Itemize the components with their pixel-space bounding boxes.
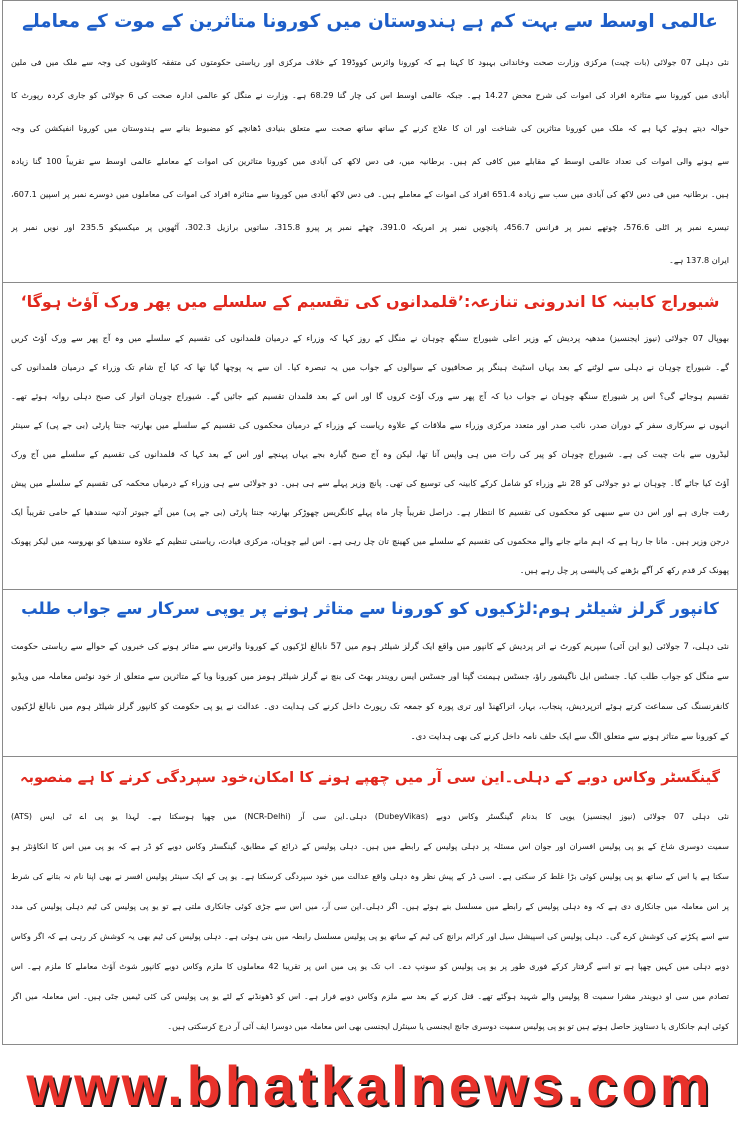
article-body-line: نئی دہلی، 7 جولائی (یو این آئی) سپریم کورٹ نے اتر پردیش کے کانپور میں واقع ایک گرلز شیلٹر ہوم میں 57 نابالغ لڑکیوں کے کورونا وائرس سے متاثر ہونے کی خبروں کے حوالے سے ریاستی حکومت	[11, 641, 729, 651]
news-article	[2, 757, 738, 1045]
article-body-line: کے کورونا سے متاثر ہونے سے متعلق الگ سے ایک حلف نامہ داخل کرنے کی بھی ہدایت دی۔	[410, 731, 729, 741]
article-body-line: تصادم میں سی او دیویندر مشرا سمیت 8 پولیس والے شہید ہوگئے تھے۔ قتل کرنے کے بعد سے ملزم وکاس دوبے فرار ہے۔ اس کو ڈھونڈنے کے لئے یو پی پولیس کی کئی ٹیمیں جٹی ہیں۔ اس معاملہ میں اگر	[11, 992, 729, 1001]
article-body-line: سے اسے پکڑنے کی کوشش کرے گی۔ دہلی پولیس کی اسپیشل سیل اور کرائم برانچ کی ٹیم کے ساتھ یو پی پولیس مسلسل رابطہ میں بنی ہوئی ہے۔ دہلی پولیس کی ٹیم بھی یہ کوشش کر رہی ہے کہ اگر وکاس	[11, 932, 729, 941]
article-headline: شیوراج کابینہ کا اندرونی تنازعہ:’قلمدانوں کی تقسیم کے سلسلے میں پھر ورک آؤٹ ہوگا‘	[20, 292, 720, 311]
article-headline: گینگسٹر وکاس دوبے کے دہلی۔این سی آر میں چھپے ہونے کا امکان،خود سپردگی کرنے کا ہے منصوبہ	[19, 769, 721, 786]
news-article	[2, 283, 738, 590]
article-body-line: بھوپال 07 جولائی (نیوز ایجنسیز) مدھیہ پردیش کے وزیر اعلی شیوراج سنگھ چوہان نے منگل کے روز کہا کہ وزراء کے درمیان قلمدانوں کی تقسیم کے سلسلے میں وہ آج پھر سے ورک آؤٹ کریں	[11, 333, 729, 343]
article-body	[3, 628, 737, 751]
article-body-line: گے۔ شیوراج چوہان نے دہلی سے لوٹنے کے بعد یہاں اسٹیٹ ہینگر پر صحافیوں کے سوالوں کے جواب میں یہ تبصرہ کیا۔ ان سے یہ پوچھا گیا تھا کہ کیا آج شام تک وزراء کے درمیان قلمدانوں کی	[11, 362, 729, 372]
article-body-line: کوئی اہم جانکاری یا دستاویز حاصل ہوتے ہیں تو یو پی پولیس سمیت دوسری جانچ ایجنسی یا سینٹرل ایجنسی بھی اس معاملہ میں دوسرا ایف آئی آر درج کرسکتی ہیں۔	[167, 1022, 729, 1031]
site-footer	[0, 1045, 740, 1125]
article-body-line: انہوں نے سرکاری سفر کے دوران صدر، نائب صدر اور متعدد مرکزی وزراء سے ملاقات کے علاوہ ریاست کے وزراء کے درمیان محکموں کی تقسیم کے سلسلے میں بھارتیہ جنتا پارٹی (بی جے پی) کے سینئر	[11, 420, 729, 430]
article-body-line: ہیں۔ برطانیہ میں فی دس لاکھ کی آبادی میں سب سے زیادہ 651.4 افراد کی اموات کے معاملے ہیں۔ فی دس لاکھ آبادی میں کورونا سے متاثرہ افراد کی اموات کی معاملوں میں دوسرے نمبر پر اسپین 607.1،	[11, 189, 729, 199]
article-body-line: حوالہ دیتے ہوئے کہا ہے کہ ملک میں کورونا متاثرین کی شناخت اور ان کا علاج کرنے کے ساتھ ساتھ صحت سے متعلق بنیادی ڈھانچے کو مضبوط بنانے سے ہندوستان میں کورونا انفیکشن کی وجہ	[11, 123, 729, 133]
article-body-line: سے ہونے والی اموات کی تعداد عالمی اوسط کے مقابلے میں کافی کم ہیں۔ برطانیہ میں، فی دس لاکھ کی آبادی میں کورونا متاثرین کی اموات کے معاملے عالمی اوسط سے تقریباً 100 گنا زیادہ	[11, 156, 729, 166]
article-body-line: دوبے دہلی میں کہیں چھپا ہے تو اسے گرفتار کرکے فوری طور پر یو پی پولیس کو سونپ دے۔ اب تک یو پی میں اس پر تقریبا 42 معاملوں کا ملزم وکاس دوبے کانپور شوٹ آؤٹ معاملے کا ملزم ہے۔ اس	[11, 962, 729, 971]
article-body-line: آؤٹ کیا جائے گا۔ چوہان نے دو جولائی کو 28 نئے وزراء کو شامل کرکے کابینہ کی توسیع کی تھی۔ پانچ وزیر پہلے سے ہی ہیں۔ دو جولائی سے ہی وزراء کے درمیاں محکمہ کی تقسیم کے سلسلے میں پیش	[11, 478, 729, 488]
article-body-line: نئی دہلی 07 جولائی (بات چیت) مرکزی وزارت صحت وخاندانی بہبود کا کہنا ہے کہ کورونا وائرس کووڈ19 کے خلاف مرکزی اور ریاستی حکومتوں کی متفقہ کاوشوں کی وجہ سے ملک میں فی ملین	[11, 57, 729, 67]
article-body-line: سکتا ہے یا اس کے ساتھ یو پی پولیس کوئی بڑا غلط کر سکتی ہے۔ اسی ڈر کے پیش نظر وہ دہلی واقع عدالت میں خود سپردگی کرسکتا ہے۔ یو پی کے ایک سینئر پولیس افسر نے بھی اپنا نام نہ بتانے کی شرط	[11, 872, 729, 881]
article-body-line: تیسرے نمبر پر اٹلی 576.6، چوتھے نمبر پر فرانس 456.7، پانچویں نمبر پر امریکہ 391.0، چھٹے نمبر پر پیرو 315.8، ساتویں برازیل 302.3، آٹھویں پر میکسیکو 235.5 اور نویں نمبر پر	[11, 222, 729, 232]
article-body-line: نئی دہلی 07 جولائی (نیوز ایجنسیز) یوپی کا بدنام گینگسٹر وکاس دوبے (DubeyVikas) دہلی۔این سی آر (NCR-Delhi) میں چھپا ہوسکتا ہے۔ لہذا یو پی اے ٹی ایس (ATS)	[11, 812, 729, 821]
article-body	[3, 43, 737, 277]
article-headline: عالمی اوسط سے بہت کم ہے ہندوستان میں کورونا متاثرین کے موت کے معاملے	[22, 11, 718, 32]
article-body	[3, 321, 737, 585]
article-body-line: کانفرنسنگ کی سماعت کرتے ہوئے اترپردیش، پنجاب، بہار، اتراکھنڈ اور تری پورہ کو جمعہ تک رپورٹ داخل کرنے کی ہدایت دی۔ عدالت نے یو پی حکومت کو کانپور گرلز شیلٹر ہوم میں نابالغ لڑکیوں	[11, 701, 729, 711]
news-article	[2, 590, 738, 757]
site-url-footer: www.bhatkalnews.com	[26, 1053, 714, 1117]
article-body-line: آبادی میں کورونا سے متاثرہ افراد کی اموات کی شرح محض 14.27 ہے۔ جبکہ عالمی اوسط اس کی چار گنا 68.29 ہے۔ وزارت نے منگل کو عالمی ادارہ صحت کی 6 جولائی کو جاری کردہ رپورٹ کا	[11, 90, 729, 100]
article-body-line: پر اس معاملہ میں جانکاری دی ہے کہ وہ دہلی پولیس کے رابطے میں مسلسل بنے ہوئے ہیں۔ اگر دہلی۔این سی آر، میں اس سے جڑی کوئی جانکاری ملتی ہے تو یو پی پولیس کی ٹیم دہلی پولیس کی مدد	[11, 902, 729, 911]
article-body-line: ایران 137.8 ہے۔	[669, 255, 729, 265]
article-body-line: تقسیم ہوجائے گی؟ اس پر شیوراج سنگھ چوہان نے جواب دیا کہ آج پھر سے ورک آؤٹ کروں گا اور اس کے بعد قلمدان تقسیم کیے جائیں گے۔ شیوراج چوہان اتوار کی صبح دہلی روانہ ہوئے تھے۔	[11, 391, 729, 401]
news-article	[2, 0, 738, 283]
article-body-line: سمیت دوسری شاخ کے یو پی پولیس افسران اور جوان اس مسئلہ پر دہلی پولیس کے رابطے میں ہیں۔ دہلی پولیس کے ذرائع کے مطابق، گینگسٹر وکاس دوبے کو ڈر ہے کہ یو پی میں اس کا انکاؤنٹر ہو	[11, 842, 729, 851]
article-body-line: پھونک کر قدم رکھ کر آگے بڑھنے کی پالیسی پر چل رہے ہیں۔	[519, 565, 729, 575]
article-headline: کانپور گرلز شیلٹر ہوم:لڑکیوں کو کورونا سے متاثر ہونے پر یوپی سرکار سے جواب طلب	[21, 599, 719, 618]
article-body-line: سے منگل کو جواب طلب کیا۔ جسٹس ایل ناگیشور راؤ، جسٹس ہیمنت گپتا اور جسٹس ایس رویندر بھٹ کی بنچ نے گرلز شیلٹر ہومز میں کورونا وبا کے متاثرین سے متعلق از خود نوٹس معاملہ میں ویڈیو	[11, 671, 729, 681]
article-body-line: رفت جاری ہے اور اس دن سے سبھی کو محکموں کی تقسیم کا انتظار ہے۔ دراصل تقریباً چار ماہ پہلے کانگریس چھوڑکر بھارتیہ جنتا پارٹی (بی جے پی) میں آئے جیوتر آدتیہ سندھیا کے حامی تقریباً ایک	[11, 507, 729, 517]
article-body-line: لیڈروں سے بات چیت کی ہے۔ شیوراج چوہان کو پیر کی رات میں ہی واپس آنا تھا، لیکن وہ آج صبح گیارہ بجے یہاں پہنچے اور اس کے بعد کہا کہ قلمدانوں کی تقسیم کے سلسلے میں آج ورک	[11, 449, 729, 459]
article-body-line: درجن وزیر ہیں۔ مانا جا رہا ہے کہ اہم مانے جانے والے محکموں کی تقسیم کے سلسلے میں کھینچ تان چل رہی ہے۔ اس لیے چوہان، مرکزی قیادت، ریاستی تنظیم کے علاوہ سندھیا کو بھروسہ میں لیکر پھونک	[11, 536, 729, 546]
article-body	[3, 799, 737, 1042]
